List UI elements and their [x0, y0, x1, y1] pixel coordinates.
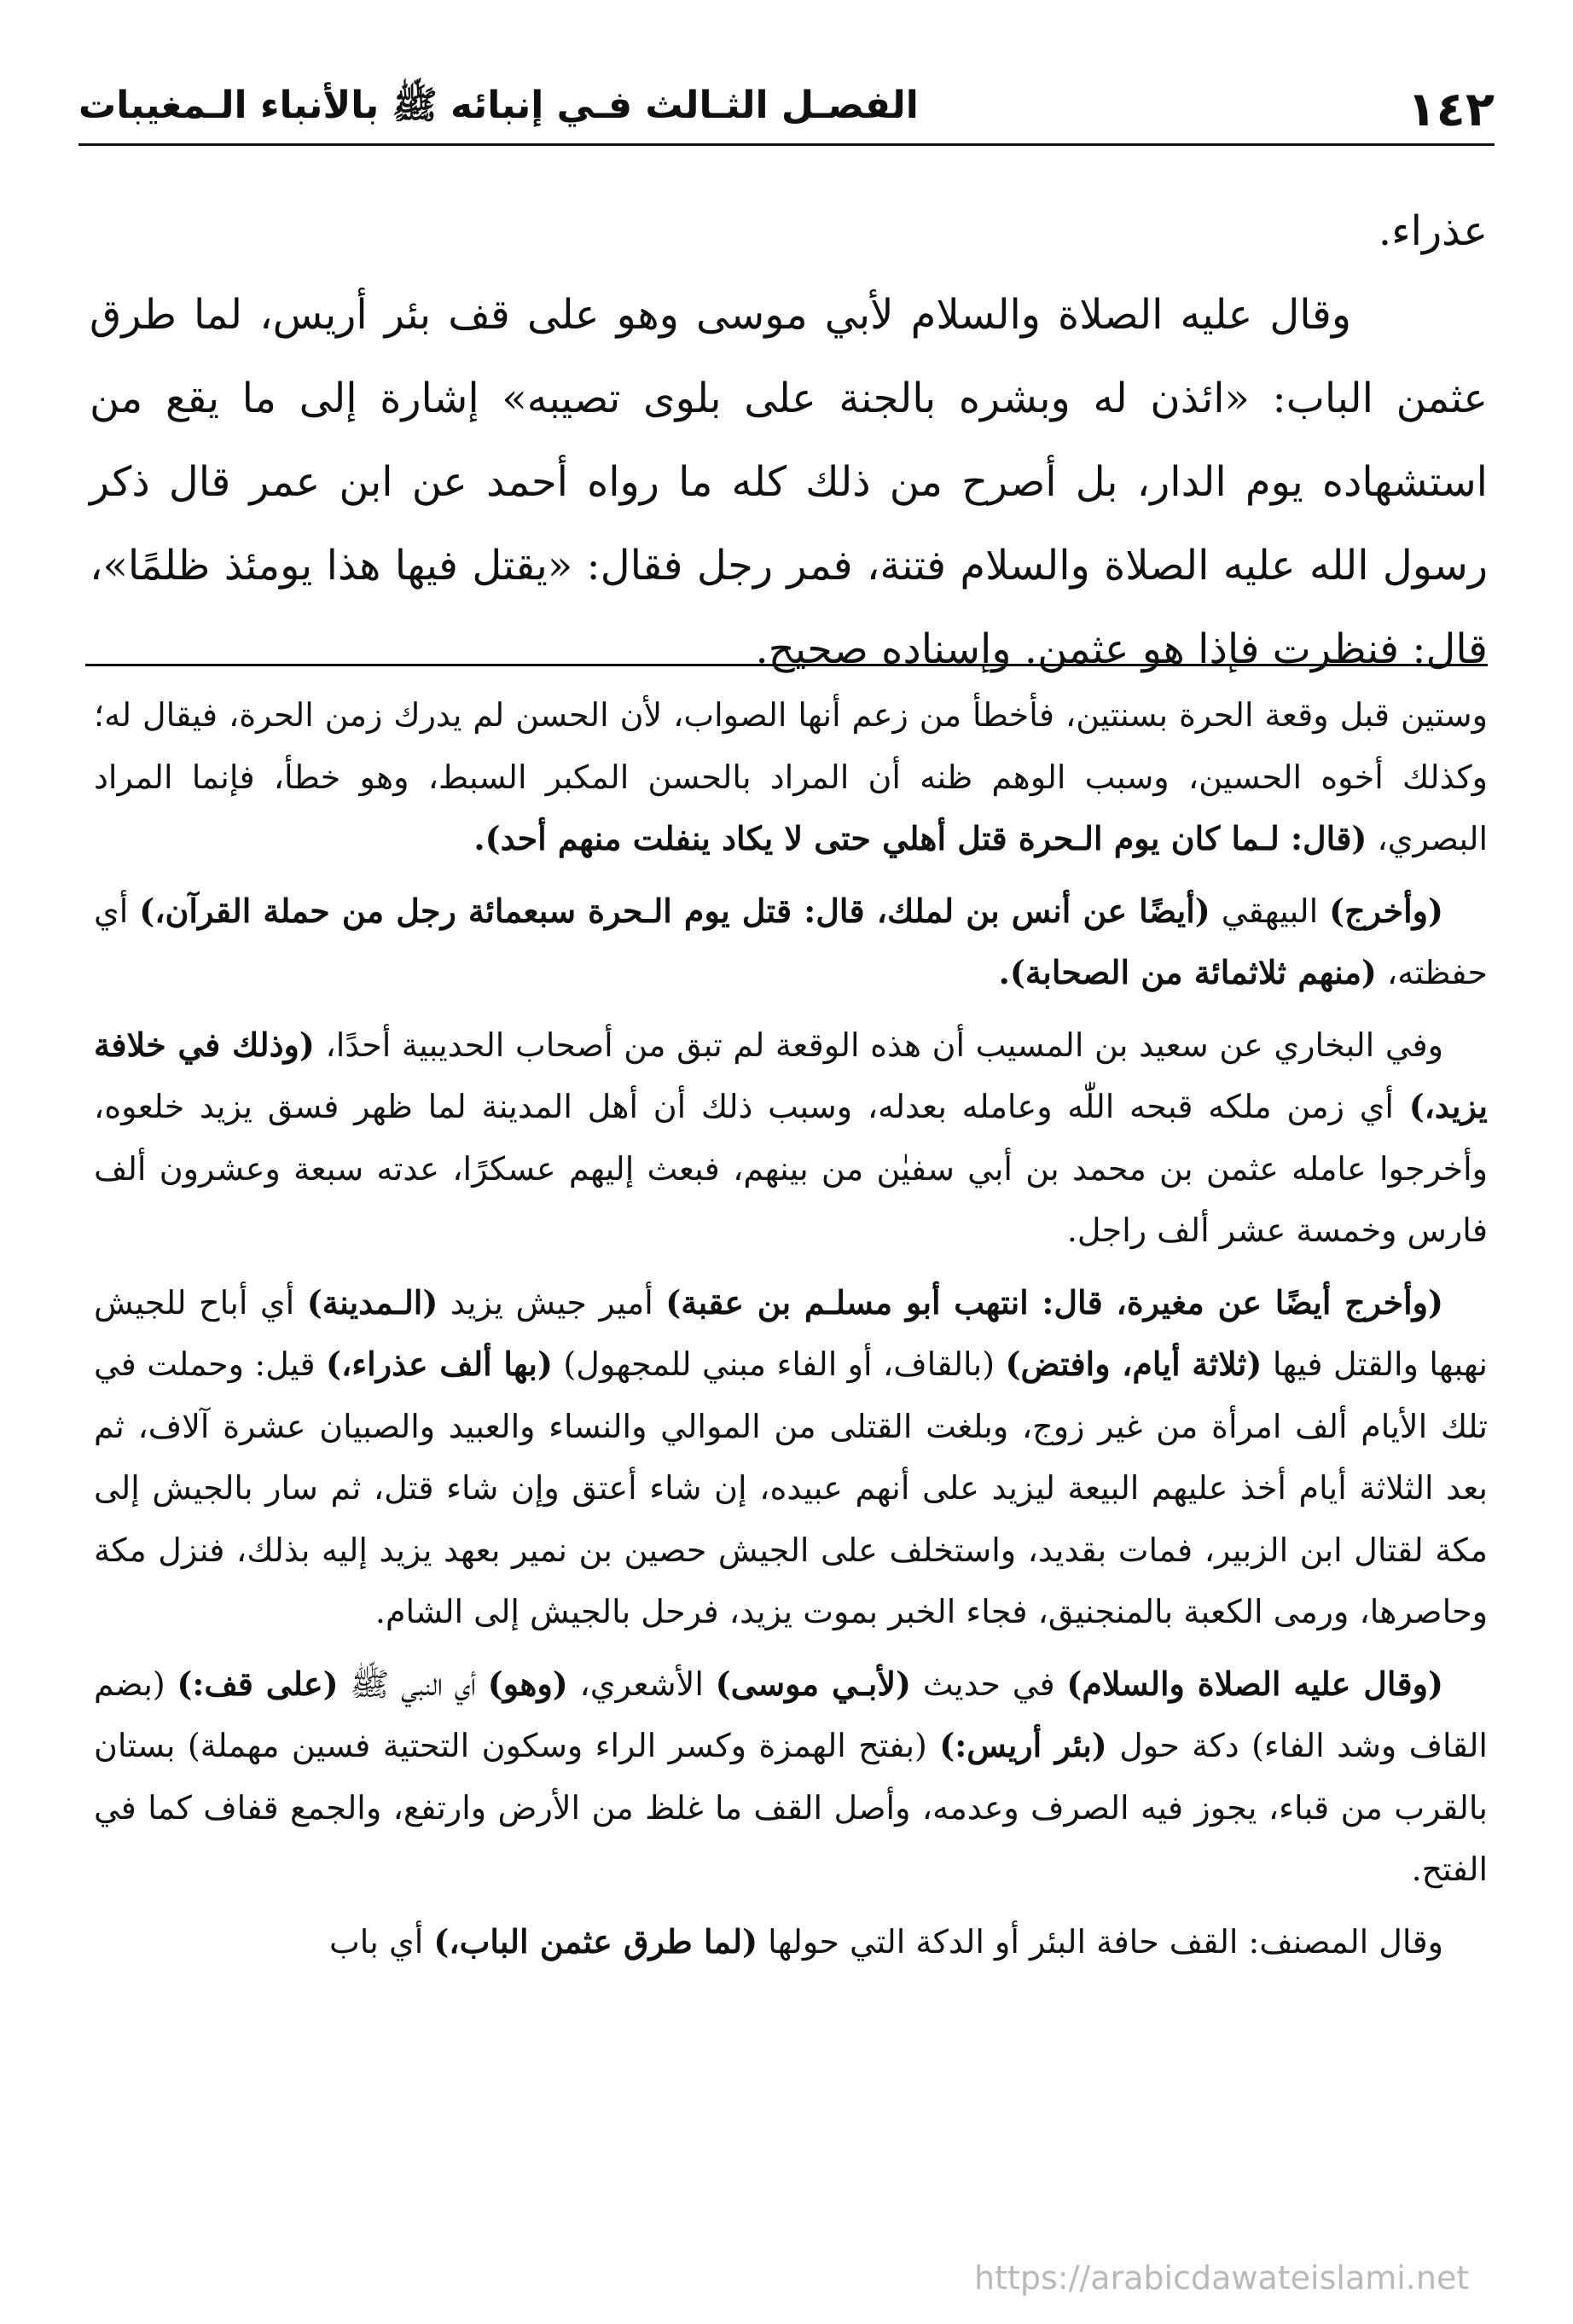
main-paragraph-2: وقال عليه الصلاة والسلام لأبي موسى وهو على قف بئر أريس، لما طرق عثمن الباب: «ائذن له وبشره بالجنة على بلوى تصيبه» إشارة إلى ما يقع من استشهاده يوم الدار، بل أصرح من ذلك كله ما رواه أحمد عن ابن عمر قال ذكر رسول الله عليه الصلاة والسلام فتنة، فمر رجل فقال: «يقتل فيها هذا يومئذ ظلمًا»، قال: فنظرت فإذا هو عثمن. وإسناده صحيح.: [90, 291, 1488, 673]
commentary-bold-run: (وأخرج): [1329, 891, 1443, 930]
main-paragraph-1: عذراء.: [1378, 207, 1488, 255]
commentary-text-run: البيهقي: [1210, 892, 1330, 930]
running-title: الفصـل الثـالث فـي إنبائه ﷺ بالأنباء الـمغيبات: [78, 84, 919, 127]
commentary-bold-run: (وقال عليه الصلاة والسلام): [1066, 1664, 1443, 1703]
commentary-text-run: أمير جيش يزيد: [438, 1283, 666, 1322]
commentary-text-run: وستين قبل وقعة الحرة بسنتين، فأخطأ من زعم أنها الصواب، لأن الحسن لم يدرك زمن الحرة، فيقال له؛ وكذلك أخوه الحسين، وسبب الوهم ظنه أن المراد بالحسن المكبر السبط، وهو خطأ، فإنما المراد البصري،: [94, 696, 1488, 857]
section-divider: [85, 664, 1488, 666]
commentary-text-run: (بفتح الهمزة وكسر الراء وسكون التحتية فسين مهملة) بستان بالقرب من قباء، يجوز فيه الصرف وعدمه، وأصل القف ما غلظ من الأرض وارتفع، والجمع قفاف كما في الفتح.: [94, 1727, 1488, 1888]
watermark-url: https://arabicdawateislami.net: [974, 2259, 1470, 2297]
commentary-paragraph-4: [94, 1272, 1488, 1643]
page-number: ١٤٢: [1407, 81, 1495, 137]
commentary-text-run: وقال المصنف: القف حافة البئر أو الدكة التي حولها: [757, 1922, 1443, 1961]
commentary-bold-run: (منهم ثلاثمائة من الصحابة).: [998, 953, 1377, 991]
commentary-bold-run: (وذلك في خلافة يزيد،): [94, 1025, 1488, 1125]
page-header: [78, 75, 1495, 146]
commentary-text-run: أي باب: [328, 1922, 434, 1961]
commentary-bold-run: (أيضًا عن أنس بن لملك، قال: قتل يوم الـحرة سبعمائة رجل من حملة القرآن،): [139, 891, 1210, 930]
commentary-bold-run: (وهو): [487, 1664, 568, 1703]
commentary-text-run: (بضم القاف وشد الفاء) دكة حول: [94, 1665, 1488, 1764]
commentary-text-run: قيل: وحملت في تلك الأيام ألف امرأة من غير زوج، وبلغت القتلى من الموالي والنساء والعبيد والصبيان عشرة آلاف، ثم بعد الثلاثة أيام أخذ عليهم البيعة ليزيد على أنهم عبيده، إن شاء أعتق وإن شاء قتل، ثم سار بالجيش إلى مكة لقتال ابن الزبير، فمات بقديد، واستخلف على الجيش حصين بن نمير بعهد يزيد إليه بذلك، فنزل مكة وحاصرها، ورمى الكعبة بالمنجنيق، فجاء الخبر بموت يزيد، فرحل بالجيش إلى الشام.: [94, 1345, 1488, 1630]
commentary-bold-run: (بئر أريس:): [939, 1726, 1107, 1764]
commentary-paragraph-5: [94, 1653, 1488, 1901]
main-text: [90, 189, 1488, 691]
commentary-bold-run: (وأخرج أيضًا عن مغيرة، قال: انتهب أبو مسلـم بن عقبة): [665, 1282, 1443, 1322]
commentary-text: [94, 684, 1488, 1983]
commentary-bold-run: (لما طرق عثمن الباب،): [433, 1921, 758, 1961]
commentary-paragraph-1: [94, 684, 1488, 870]
commentary-bold-run: (قال: لـما كان يوم الـحرة قتل أهلي حتى لا يكاد ينفلت منهم أحد).: [473, 819, 1367, 857]
commentary-paragraph-3: [94, 1014, 1488, 1262]
commentary-bold-run: (لأبـي موسى): [715, 1664, 911, 1703]
commentary-text-run: الأشعري،: [567, 1665, 716, 1703]
commentary-text-run: وفي البخاري عن سعيد بن المسيب أن هذه الوقعة لم تبق من أصحاب الحديبية أحدًا،: [314, 1025, 1444, 1064]
commentary-paragraph-2: [94, 880, 1488, 1004]
commentary-text-run: أي زمن ملكه قبحه اللّٰه وعامله بعدله، وسبب ذلك أن أهل المدينة لما ظهر فسق يزيد خلعوه، وأخرجوا عامله عثمن بن محمد بن أبي سفيٰن من بينهم، فبعث إليهم عسكرًا، عدته سبعة وعشرون ألف فارس وخمسة عشر ألف راجل.: [94, 1088, 1488, 1249]
commentary-text-run: أي النبي ﷺ: [338, 1665, 488, 1703]
commentary-paragraph-6: [94, 1911, 1488, 1973]
commentary-bold-run: (بها ألف عذراء،): [326, 1345, 553, 1383]
commentary-bold-run: (على قف:): [177, 1664, 339, 1703]
commentary-text-run: أي حفظته،: [94, 892, 1488, 991]
commentary-bold-run: (ثلاثة أيام، وافتض): [1005, 1345, 1262, 1383]
commentary-text-run: في حديث: [911, 1665, 1067, 1703]
commentary-text-run: (بالقاف، أو الفاء مبني للمجهول): [552, 1345, 1006, 1383]
commentary-bold-run: (الـمدينة): [306, 1282, 438, 1322]
commentary-text-run: أي أباح للجيش نهبها والقتل فيها: [94, 1283, 1489, 1383]
